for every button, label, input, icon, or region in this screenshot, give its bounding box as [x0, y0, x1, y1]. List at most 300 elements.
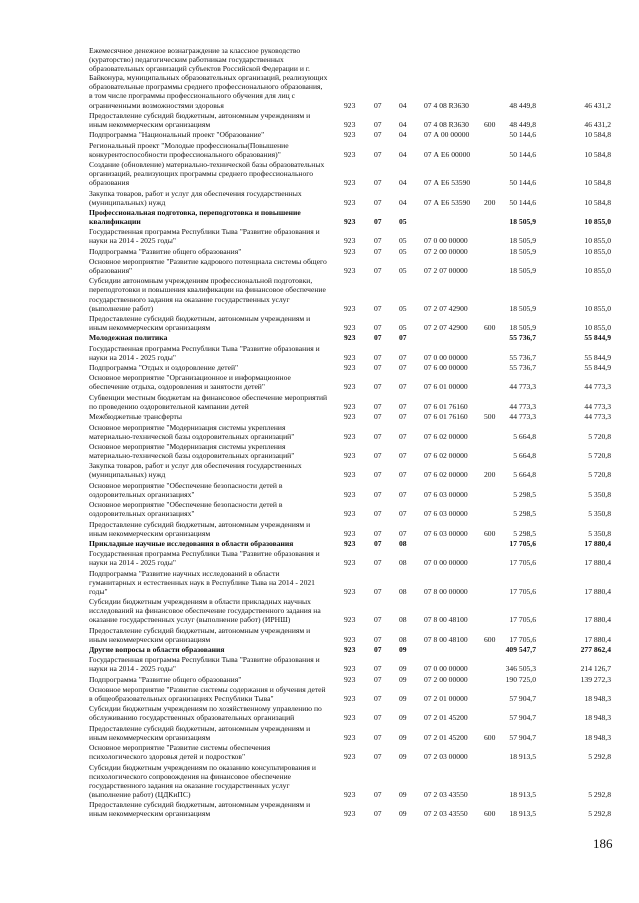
row-name-line: Профессиональная подготовка, переподготовка и повышение [89, 207, 301, 217]
amount-year-2: 10 855,0 [584, 216, 611, 226]
ved-code: 923 [344, 352, 356, 362]
section-code: 07 [374, 130, 382, 140]
subsection-code: 04 [399, 197, 407, 207]
subsection-code: 07 [399, 450, 407, 460]
row-name-line: Подпрограмма "Развитие общего образования" [89, 246, 242, 256]
table-row [0, 46, 639, 110]
amount-year-2: 17 880,4 [584, 538, 611, 548]
row-name [89, 344, 339, 362]
section-code: 07 [374, 178, 382, 188]
row-name-line: иным некоммерческим организациям [89, 809, 211, 819]
row-name [89, 363, 339, 372]
row-name-line: материально-технической базы оздоровительных организаций" [89, 450, 295, 460]
section-code: 07 [374, 713, 382, 723]
section-code: 07 [374, 645, 382, 654]
amount-year-1: 17 705,6 [509, 538, 536, 548]
section-code: 07 [374, 323, 382, 333]
ved-code: 923 [344, 333, 356, 343]
target-article-code: 07 6 03 00000 [424, 489, 468, 499]
amount-year-2: 139 272,3 [580, 674, 611, 684]
target-article-code: 07 2 07 42900 [424, 303, 468, 313]
amount-year-2: 10 584,8 [584, 149, 611, 159]
table-row [0, 763, 639, 799]
table-row [0, 160, 639, 187]
ved-code: 923 [344, 634, 356, 644]
table-row [0, 549, 639, 567]
amount-year-1: 17 705,6 [509, 558, 536, 568]
table-row [0, 344, 639, 362]
table-row [0, 743, 639, 761]
row-name-line: Региональный проект "Молодые профессионалы(Повышение [89, 140, 289, 150]
expense-type-code: 600 [484, 528, 496, 538]
ved-code: 923 [344, 363, 356, 373]
amount-year-2: 10 855,0 [584, 303, 611, 313]
row-name [89, 569, 339, 596]
amount-year-1: 55 736,7 [509, 352, 536, 362]
row-name-line: ограниченными возможностями здоровья [89, 100, 224, 110]
subsection-code: 07 [399, 489, 407, 499]
subsection-code: 08 [399, 634, 407, 644]
amount-year-1: 55 736,7 [509, 363, 536, 373]
amount-year-2: 46 431,2 [584, 119, 611, 129]
table-row [0, 569, 639, 596]
section-code: 07 [374, 586, 382, 596]
amount-year-2: 55 844,9 [584, 333, 611, 343]
row-name-line: Субсидии бюджетным учреждениям по хозяйственному управлению по [89, 704, 322, 714]
section-code: 07 [374, 216, 382, 226]
subsection-code: 08 [399, 586, 407, 596]
row-name [89, 520, 339, 538]
subsection-code: 09 [399, 694, 407, 704]
subsection-code: 09 [399, 809, 407, 819]
row-name-line: гуманитарных и естественных наук в Республике Тыва на 2014 - 2021 [89, 577, 315, 587]
target-article-code: 07 А 00 00000 [424, 130, 470, 140]
target-article-code: 07 2 07 42900 [424, 323, 468, 333]
amount-year-1: 5 664,8 [513, 450, 536, 460]
row-name [89, 111, 339, 129]
section-code: 07 [374, 732, 382, 742]
row-name-line: Основное мероприятие "Развитие системы содержания и обучения детей [89, 685, 326, 694]
row-name [89, 500, 339, 518]
ved-code: 923 [344, 586, 356, 596]
row-name-line: (муниципальных) нужд [89, 197, 166, 207]
target-article-code: 07 8 00 48100 [424, 615, 468, 625]
section-code: 07 [374, 197, 382, 207]
amount-year-1: 346 505,3 [505, 664, 536, 674]
row-name-line: исследований на финансовое обеспечение государственного задания на [89, 606, 321, 616]
table-row [0, 257, 639, 275]
row-name-line: иным некоммерческим организациям [89, 119, 211, 129]
ved-code: 923 [344, 149, 356, 159]
amount-year-1: 18 913,5 [509, 789, 536, 799]
row-name-line: Закупка товаров, работ и услуг для обеспечения государственных [89, 188, 302, 198]
target-article-code: 07 2 00 00000 [424, 674, 468, 684]
expense-type-code: 600 [484, 634, 496, 644]
amount-year-2: 46 431,2 [584, 100, 611, 110]
amount-year-2: 5 350,8 [588, 509, 611, 519]
row-name-line: Подпрограмма "Развитие общего образования" [89, 674, 242, 684]
row-name [89, 743, 339, 761]
amount-year-1: 57 904,7 [509, 694, 536, 704]
amount-year-2: 10 855,0 [584, 323, 611, 333]
section-code: 07 [374, 674, 382, 684]
row-name-line: (муниципальных) нужд [89, 470, 166, 480]
amount-year-1: 48 449,8 [509, 100, 536, 110]
amount-year-2: 10 855,0 [584, 246, 611, 256]
table-row [0, 539, 639, 548]
subsection-code: 08 [399, 558, 407, 568]
row-name [89, 333, 339, 342]
amount-year-1: 48 449,8 [509, 119, 536, 129]
row-name [89, 549, 339, 567]
row-name-line: государственного задания на оказание государственных услуг [89, 780, 290, 790]
amount-year-2: 5 720,8 [588, 470, 611, 480]
row-name-line: Предоставление субсидий бюджетным, автономным учреждениям и [89, 723, 311, 733]
target-article-code: 07 А Е6 00000 [424, 149, 471, 159]
row-name-line: Предоставление субсидий бюджетным, автономным учреждениям и [89, 625, 311, 635]
row-name-line: Основное мероприятие "Модернизация системы укрепления [89, 441, 286, 451]
row-name-line: Молодежная политика [89, 333, 168, 343]
subsection-code: 08 [399, 538, 407, 548]
amount-year-1: 18 913,5 [509, 752, 536, 762]
row-name-line: Субвенции местным бюджетам на финансовое обеспечение мероприятий [89, 392, 328, 402]
row-name-line: Межбюджетные трансферты [89, 412, 182, 422]
ved-code: 923 [344, 789, 356, 799]
amount-year-2: 55 844,9 [584, 363, 611, 373]
amount-year-2: 18 948,3 [584, 713, 611, 723]
row-name [89, 675, 339, 684]
subsection-code: 07 [399, 509, 407, 519]
subsection-code: 04 [399, 100, 407, 110]
ved-code: 923 [344, 558, 356, 568]
amount-year-1: 57 904,7 [509, 732, 536, 742]
subsection-code: 07 [399, 382, 407, 392]
table-row [0, 597, 639, 624]
row-name-line: обслуживанию государственных образовательных организаций [89, 713, 295, 723]
table-row [0, 481, 639, 499]
row-name [89, 141, 339, 159]
amount-year-1: 5 664,8 [513, 431, 536, 441]
row-name [89, 373, 339, 391]
table-row [0, 130, 639, 139]
section-code: 07 [374, 664, 382, 674]
section-code: 07 [374, 401, 382, 411]
section-code: 07 [374, 412, 382, 422]
target-article-code: 07 6 01 00000 [424, 382, 468, 392]
amount-year-2: 17 880,4 [584, 615, 611, 625]
target-article-code: 07 2 00 00000 [424, 246, 468, 256]
row-name-line: Подпрограмма "Отдых и оздоровление детей" [89, 363, 239, 373]
row-name [89, 724, 339, 742]
row-name-line: Государственная программа Республики Тыва "Развитие образования и [89, 227, 320, 237]
target-article-code: 07 4 08 R3630 [424, 119, 469, 129]
ved-code: 923 [344, 216, 356, 226]
row-name [89, 257, 339, 275]
amount-year-1: 50 144,6 [509, 149, 536, 159]
row-name-line: (выполнение работ) [89, 303, 154, 313]
ved-code: 923 [344, 401, 356, 411]
section-code: 07 [374, 149, 382, 159]
row-name-line: в том числе программы профессионального обучения для лиц с [89, 91, 296, 101]
target-article-code: 07 2 03 43550 [424, 809, 468, 819]
ved-code: 923 [344, 732, 356, 742]
subsection-code: 07 [399, 528, 407, 538]
row-name [89, 160, 339, 187]
amount-year-2: 18 948,3 [584, 732, 611, 742]
ved-code: 923 [344, 382, 356, 392]
subsection-code: 05 [399, 303, 407, 313]
row-name-line: Основное мероприятие "Развитие системы обеспечения [89, 743, 271, 753]
ved-code: 923 [344, 303, 356, 313]
ved-code: 923 [344, 197, 356, 207]
subsection-code: 07 [399, 363, 407, 373]
section-code: 07 [374, 752, 382, 762]
row-name-line: Основное мероприятие "Обеспечение безопасности детей в [89, 480, 283, 490]
row-name [89, 800, 339, 818]
amount-year-1: 17 705,6 [509, 615, 536, 625]
page-number: 186 [593, 836, 613, 851]
ved-code: 923 [344, 615, 356, 625]
amount-year-1: 18 505,9 [509, 246, 536, 256]
ved-code: 923 [344, 119, 356, 129]
amount-year-2: 10 855,0 [584, 266, 611, 276]
ved-code: 923 [344, 694, 356, 704]
section-code: 07 [374, 119, 382, 129]
row-name-line: организаций, реализующих программы среднего профессионального [89, 169, 314, 179]
amount-year-2: 277 862,4 [580, 645, 611, 654]
row-name [89, 685, 339, 703]
section-code: 07 [374, 538, 382, 548]
section-code: 07 [374, 333, 382, 343]
target-article-code: 07 6 02 00000 [424, 431, 468, 441]
row-name [89, 461, 339, 479]
ved-code: 923 [344, 431, 356, 441]
amount-year-1: 5 298,5 [513, 528, 536, 538]
row-name-line: образования" [89, 266, 133, 276]
ved-code: 923 [344, 412, 356, 422]
table-row [0, 800, 639, 818]
section-code: 07 [374, 470, 382, 480]
amount-year-2: 44 773,3 [584, 401, 611, 411]
ved-code: 923 [344, 809, 356, 819]
section-code: 07 [374, 246, 382, 256]
target-article-code: 07 6 00 00000 [424, 363, 468, 373]
amount-year-1: 44 773,3 [509, 401, 536, 411]
amount-year-1: 5 298,5 [513, 489, 536, 499]
target-article-code: 07 2 07 00000 [424, 266, 468, 276]
row-name-line: психологического сопровождения на финансовое обеспечение [89, 771, 292, 781]
table-row [0, 373, 639, 391]
target-article-code: 07 2 01 45200 [424, 732, 468, 742]
subsection-code: 07 [399, 470, 407, 480]
ved-code: 923 [344, 509, 356, 519]
amount-year-2: 17 880,4 [584, 634, 611, 644]
row-name [89, 208, 339, 226]
row-name-line: оздоровительных организациях" [89, 489, 195, 499]
row-name [89, 393, 339, 411]
target-article-code: 07 2 01 00000 [424, 694, 468, 704]
subsection-code: 09 [399, 732, 407, 742]
ved-code: 923 [344, 528, 356, 538]
expense-type-code: 600 [484, 732, 496, 742]
section-code: 07 [374, 450, 382, 460]
amount-year-2: 44 773,3 [584, 382, 611, 392]
table-row [0, 227, 639, 245]
subsection-code: 07 [399, 333, 407, 343]
amount-year-2: 10 584,8 [584, 197, 611, 207]
row-name-line: государственного задания на оказание государственных услуг [89, 294, 290, 304]
amount-year-1: 18 505,9 [509, 236, 536, 246]
ved-code: 923 [344, 323, 356, 333]
amount-year-1: 50 144,6 [509, 178, 536, 188]
ved-code: 923 [344, 674, 356, 684]
subsection-code: 07 [399, 431, 407, 441]
amount-year-1: 18 505,9 [509, 303, 536, 313]
row-name [89, 247, 339, 256]
row-name-line: Субсидии автономным учреждениям профессиональной подготовки, [89, 276, 313, 286]
row-name-line: Предоставление субсидий бюджетным, автономным учреждениям и [89, 314, 311, 323]
table-row [0, 724, 639, 742]
table-row [0, 704, 639, 722]
row-name-line: в общеобразовательных организациях Республики Тыва" [89, 694, 274, 704]
subsection-code: 09 [399, 645, 407, 654]
row-name-line: образовательных организаций субъектов Российской Федерации и г. [89, 64, 310, 74]
row-name-line: обеспечение отдыха, оздоровления и занятости детей" [89, 382, 265, 392]
section-code: 07 [374, 558, 382, 568]
ved-code: 923 [344, 713, 356, 723]
target-article-code: 07 А Е6 53590 [424, 178, 471, 188]
row-name-line: Основное мероприятие "Модернизация системы укрепления [89, 422, 286, 432]
subsection-code: 05 [399, 246, 407, 256]
target-article-code: 07 А Е6 53590 [424, 197, 471, 207]
subsection-code: 09 [399, 674, 407, 684]
target-article-code: 07 8 00 48100 [424, 634, 468, 644]
row-name-line: науки на 2014 - 2025 годы" [89, 352, 176, 362]
subsection-code: 07 [399, 352, 407, 362]
row-name-line: Подпрограмма "Развитие научных исследований в области [89, 568, 280, 578]
row-name-line: иным некоммерческим организациям [89, 323, 211, 333]
subsection-code: 04 [399, 130, 407, 140]
ved-code: 923 [344, 450, 356, 460]
row-name-line: Ежемесячное денежное вознаграждение за классное руководство [89, 46, 301, 55]
table-row [0, 363, 639, 372]
row-name-line: Байконура, муниципальных образовательных организаций, реализующих [89, 73, 328, 83]
amount-year-1: 5 298,5 [513, 509, 536, 519]
section-code: 07 [374, 809, 382, 819]
amount-year-2: 5 350,8 [588, 489, 611, 499]
row-name-line: оздоровительных организациях" [89, 509, 195, 519]
section-code: 07 [374, 694, 382, 704]
section-code: 07 [374, 528, 382, 538]
row-name-line: материально-технической базы оздоровительных организаций" [89, 431, 295, 441]
subsection-code: 09 [399, 752, 407, 762]
amount-year-1: 5 664,8 [513, 470, 536, 480]
table-row [0, 141, 639, 159]
row-name-line: науки на 2014 - 2025 годы" [89, 236, 176, 246]
section-code: 07 [374, 615, 382, 625]
amount-year-1: 50 144,6 [509, 197, 536, 207]
row-name-line: психологического здоровья детей и подростков" [89, 752, 246, 762]
amount-year-1: 57 904,7 [509, 713, 536, 723]
target-article-code: 07 0 00 00000 [424, 558, 468, 568]
amount-year-1: 44 773,3 [509, 412, 536, 422]
row-name-line: квалификации [89, 216, 141, 226]
subsection-code: 09 [399, 713, 407, 723]
section-code: 07 [374, 100, 382, 110]
row-name-line: Создание (обновление) материально-технической базы образовательных [89, 160, 325, 169]
row-name-line: (кураторство) педагогическим работникам государственных [89, 55, 284, 65]
ved-code: 923 [344, 236, 356, 246]
table-row [0, 111, 639, 129]
ved-code: 923 [344, 645, 356, 654]
subsection-code: 04 [399, 119, 407, 129]
amount-year-2: 5 350,8 [588, 528, 611, 538]
amount-year-2: 10 584,8 [584, 178, 611, 188]
section-code: 07 [374, 431, 382, 441]
table-row [0, 314, 639, 332]
ved-code: 923 [344, 489, 356, 499]
amount-year-1: 17 705,6 [509, 634, 536, 644]
row-name-line: (выполнение работ) (ЦДКиПС) [89, 789, 191, 799]
subsection-code: 09 [399, 789, 407, 799]
table-row [0, 675, 639, 684]
target-article-code: 07 2 01 45200 [424, 713, 468, 723]
subsection-code: 07 [399, 401, 407, 411]
section-code: 07 [374, 236, 382, 246]
expense-type-code: 600 [484, 119, 496, 129]
table-row [0, 276, 639, 312]
row-name-line: оказание государственных услуг (выполнение работ) (ИРНШ) [89, 615, 291, 625]
row-name-line: науки на 2014 - 2025 годы" [89, 664, 176, 674]
subsection-code: 09 [399, 664, 407, 674]
table-row [0, 412, 639, 421]
row-name [89, 130, 339, 139]
amount-year-1: 409 547,7 [505, 645, 536, 654]
row-name-line: Основное мероприятие "Организационное и информационное [89, 373, 291, 383]
amount-year-1: 55 736,7 [509, 333, 536, 343]
row-name [89, 597, 339, 624]
table-row [0, 461, 639, 479]
amount-year-2: 18 948,3 [584, 694, 611, 704]
row-name-line: образовательные программы среднего профессионального образования, [89, 82, 323, 92]
expense-type-code: 600 [484, 809, 496, 819]
row-name-line: Другие вопросы в области образования [89, 645, 225, 654]
subsection-code: 05 [399, 266, 407, 276]
amount-year-2: 44 773,3 [584, 412, 611, 422]
row-name-line: Прикладные научные исследования в области образования [89, 538, 294, 548]
target-article-code: 07 0 00 00000 [424, 664, 468, 674]
row-name-line: конкурентоспособности профессионального образования)" [89, 149, 281, 159]
section-code: 07 [374, 789, 382, 799]
expense-type-code: 200 [484, 470, 496, 480]
row-name [89, 423, 339, 441]
row-name-line: иным некоммерческим организациям [89, 634, 211, 644]
target-article-code: 07 6 01 76160 [424, 412, 468, 422]
amount-year-2: 5 292,8 [588, 789, 611, 799]
amount-year-2: 214 126,7 [580, 664, 611, 674]
row-name [89, 442, 339, 460]
table-row [0, 333, 639, 342]
row-name [89, 276, 339, 312]
table-row [0, 520, 639, 538]
target-article-code: 07 8 00 00000 [424, 586, 468, 596]
row-name-line: годы" [89, 586, 108, 596]
amount-year-2: 5 292,8 [588, 809, 611, 819]
amount-year-2: 5 720,8 [588, 431, 611, 441]
amount-year-1: 18 913,5 [509, 809, 536, 819]
target-article-code: 07 0 00 00000 [424, 352, 468, 362]
row-name-line: Предоставление субсидий бюджетным, автономным учреждениям и [89, 519, 311, 529]
